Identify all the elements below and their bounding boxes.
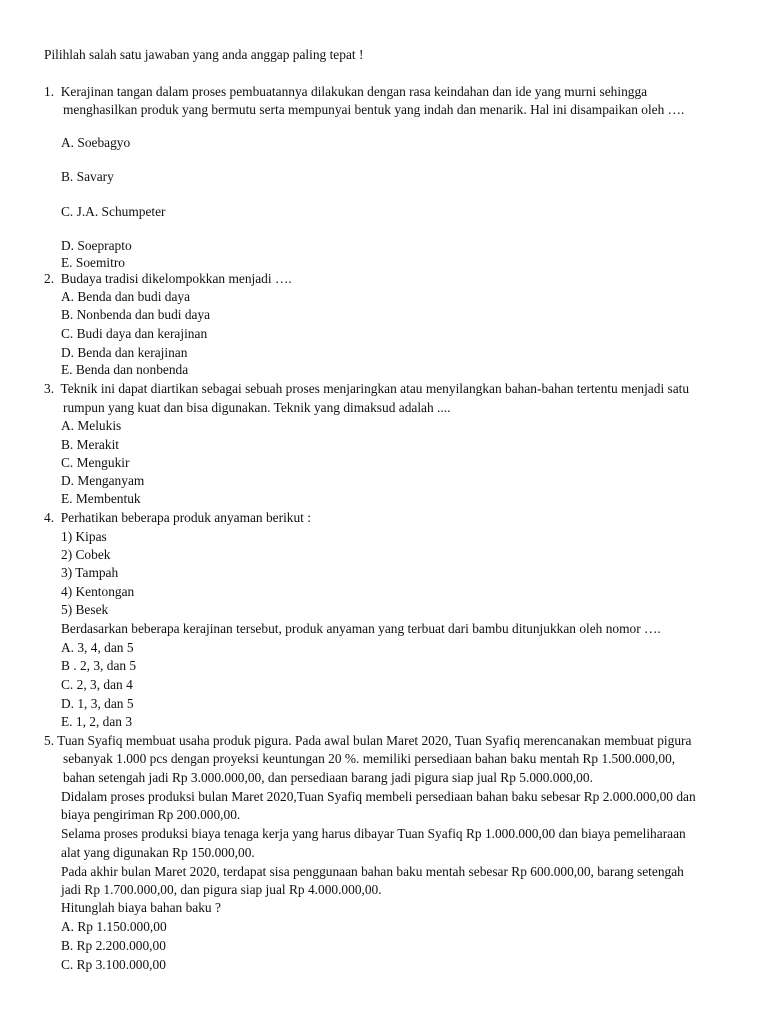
question-4-item-4: 4) Kentongan: [61, 584, 135, 599]
question-5-line-4: Didalam proses produksi bulan Maret 2020,Tuan Syafiq membeli persediaan bahan baku sebesar Rp 2.000.000,00 dan: [61, 789, 696, 804]
question-4-option-c: C. 2, 3, dan 4: [61, 677, 133, 692]
question-4-item-5: 5) Besek: [61, 602, 109, 617]
question-4-item-2: 2) Cobek: [61, 547, 111, 562]
question-2-text: 2. Budaya tradisi dikelompokkan menjadi ….: [44, 271, 292, 286]
question-5-line-3: bahan setengah jadi Rp 3.000.000,00, dan persediaan barang jadi pigura siap jual Rp 5.000.000,00.: [63, 770, 593, 785]
question-5-line-5: biaya pengiriman Rp 200.000,00.: [61, 807, 241, 822]
question-1-option-a: A. Soebagyo: [61, 135, 131, 150]
question-4-item-3: 3) Tampah: [61, 565, 119, 580]
question-5-line-10: Hitunglah biaya bahan baku ?: [61, 900, 221, 915]
question-3-option-a: A. Melukis: [61, 418, 122, 433]
question-1-line-2: menghasilkan produk yang bermutu serta mempunyai bentuk yang indah dan menarik. Hal ini disampaikan oleh ….: [63, 102, 685, 117]
question-3-option-b: B. Merakit: [61, 437, 120, 452]
question-5-line-6: Selama proses produksi biaya tenaga kerja yang harus dibayar Tuan Syafiq Rp 1.000.000,00 dan biaya pemeliharaan: [61, 826, 686, 841]
question-4-option-e: E. 1, 2, dan 3: [61, 714, 133, 729]
question-3-option-c: C. Mengukir: [61, 455, 130, 470]
question-5-line-2: sebanyak 1.000 pcs dengan proyeksi keuntungan 20 %. memiliki persediaan bahan baku mentah Rp 1.500.000,00,: [63, 751, 676, 766]
question-4-stem: Berdasarkan beberapa kerajinan tersebut, produk anyaman yang terbuat dari bambu ditunjukkan oleh nomor ….: [61, 621, 661, 636]
question-5-option-a: A. Rp 1.150.000,00: [61, 919, 167, 934]
question-5-line-9: jadi Rp 1.700.000,00, dan pigura siap jual Rp 4.000.000,00.: [61, 882, 382, 897]
question-2-option-a: A. Benda dan budi daya: [61, 289, 191, 304]
question-2-option-b: B. Nonbenda dan budi daya: [61, 307, 211, 322]
question-3-line-1: 3. Teknik ini dapat diartikan sebagai sebuah proses menjaringkan atau menyilangkan bahan-bahan tertentu menjadi satu: [44, 381, 690, 396]
question-3-line-2: rumpun yang kuat dan bisa digunakan. Teknik yang dimaksud adalah ....: [63, 400, 451, 415]
question-1-option-d: D. Soeprapto: [61, 238, 132, 253]
question-1-option-b: B. Savary: [61, 169, 114, 184]
question-4-text: 4. Perhatikan beberapa produk anyaman berikut :: [44, 510, 311, 525]
question-2-option-c: C. Budi daya dan kerajinan: [61, 326, 208, 341]
question-1-option-e: E. Soemitro: [61, 255, 125, 270]
question-5-line-8: Pada akhir bulan Maret 2020, terdapat sisa penggunaan bahan baku mentah sebesar Rp 600.000,00, barang setengah: [61, 864, 684, 879]
question-4-option-d: D. 1, 3, dan 5: [61, 696, 134, 711]
question-1-line-1: 1. Kerajinan tangan dalam proses pembuatannya dilakukan dengan rasa keindahan dan ide yang murni sehingga: [44, 84, 648, 99]
question-3-option-d: D. Menganyam: [61, 473, 145, 488]
question-3-option-e: E. Membentuk: [61, 491, 141, 506]
question-4-option-a: A. 3, 4, dan 5: [61, 640, 134, 655]
question-4-option-b: B . 2, 3, dan 5: [61, 658, 137, 673]
question-2-option-e: E. Benda dan nonbenda: [61, 362, 189, 377]
question-5-line-7: alat yang digunakan Rp 150.000,00.: [61, 845, 255, 860]
question-5-option-b: B. Rp 2.200.000,00: [61, 938, 166, 953]
question-5-option-c: C. Rp 3.100.000,00: [61, 957, 166, 972]
instruction-text: Pilihlah salah satu jawaban yang anda anggap paling tepat !: [44, 47, 364, 62]
question-2-option-d: D. Benda dan kerajinan: [61, 345, 188, 360]
question-1-option-c: C. J.A. Schumpeter: [61, 204, 166, 219]
question-5-line-1: 5. Tuan Syafiq membuat usaha produk pigura. Pada awal bulan Maret 2020, Tuan Syafiq merencanakan membuat pigura: [44, 733, 692, 748]
question-4-item-1: 1) Kipas: [61, 529, 107, 544]
